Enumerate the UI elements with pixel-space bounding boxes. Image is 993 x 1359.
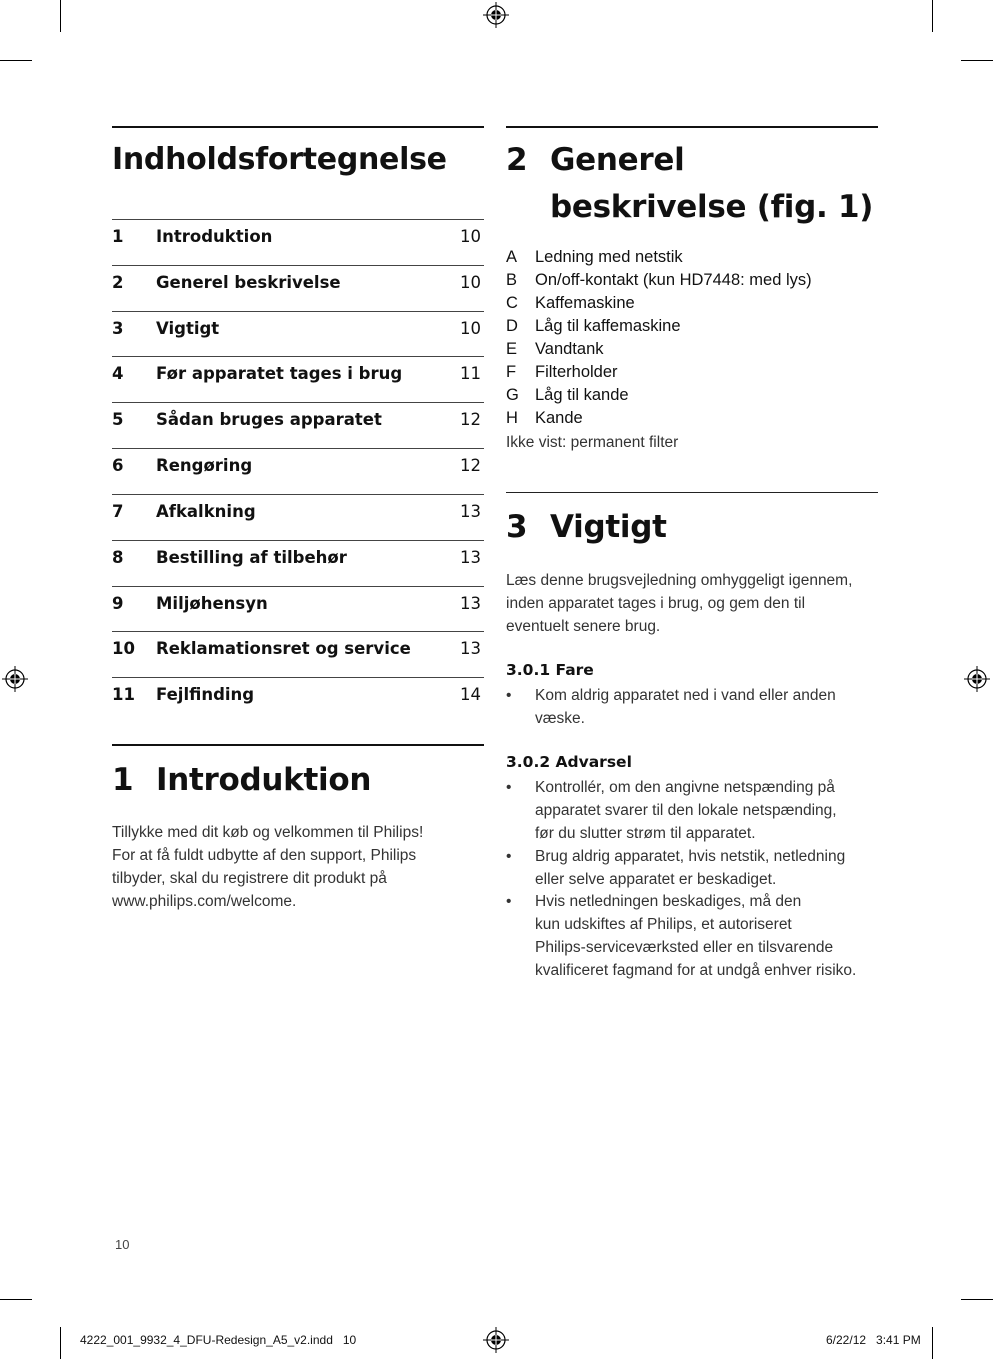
crop-mark [961,1299,993,1300]
text-line: kvalificeret fagmand for at undgå enhver risiko. [535,962,857,979]
toc-entry[interactable] [112,448,484,493]
toc-entry-label: Bestilling af tilbehør [156,548,347,567]
toc-entry-page: 13 [460,639,481,658]
toc-entry-number: 2 [112,273,124,292]
crop-mark [932,1327,933,1359]
crop-mark [60,1327,61,1359]
toc-entry[interactable] [112,402,484,447]
toc-entry-label: Miljøhensyn [156,594,268,613]
toc-entry[interactable] [112,631,484,676]
text-line: eller selve apparatet er beskadiget. [535,871,777,888]
text-line: Læs denne brugsvejledning omhyggeligt igennem, [506,572,853,589]
toc-entry-page: 14 [460,685,481,704]
toc-title: Indholdsfortegnelse [112,142,447,177]
item-text: Kande [535,409,583,427]
toc-entry-page: 10 [460,319,481,338]
toc-entry[interactable] [112,356,484,401]
toc-entry-label: Generel beskrivelse [156,273,341,292]
toc-entry[interactable] [112,586,484,631]
toc-entry-page: 13 [460,502,481,521]
toc-entry-page: 12 [460,456,481,475]
bullet-text [535,684,880,730]
item-letter: C [506,294,518,312]
toc-entry[interactable] [112,265,484,310]
section-number: 2 [506,142,528,178]
toc-entry[interactable] [112,540,484,585]
toc-entry-label: Før apparatet tages i brug [156,364,403,383]
text-line: eventuelt senere brug. [506,618,661,635]
toc-entry-label: Introduktion [156,227,273,246]
toc-entry-label: Afkalkning [156,502,256,521]
section-heading-vigtigt [506,509,878,549]
text-line: tilbyder, skal du registrere dit produkt på [112,870,387,887]
bullet-item [506,845,878,891]
crop-mark [932,0,933,32]
item-letter: F [506,363,517,381]
toc-entry-label: Rengøring [156,456,253,475]
bullet-item [506,684,878,730]
toc-entry-page: 12 [460,410,481,429]
bullet-text [535,845,880,891]
registration-mark-icon [964,666,990,692]
toc-entry-page: 11 [460,364,481,383]
item-text: Vandtank [535,340,604,358]
text-line: www.philips.com/welcome. [112,893,297,910]
item-letter: A [506,248,518,266]
toc-entry-label: Fejlfinding [156,685,255,704]
toc-entry-number: 9 [112,594,124,613]
text-line: For at få fuldt udbytte af den support, Philips [112,847,417,864]
subheading-advarsel: 3.0.2 Advarsel [506,753,632,771]
bullet-icon: • [506,779,512,796]
item-letter: B [506,271,518,289]
toc-entry[interactable] [112,311,484,356]
section-title: Vigtigt [550,509,667,545]
section-title-line: Generel [550,142,685,178]
toc-entry-number: 6 [112,456,124,475]
slug-timestamp: 6/22/12 3:41 PM [826,1333,921,1347]
bullet-text [535,890,885,982]
toc-entry-page: 13 [460,594,481,613]
text-line: Brug aldrig apparatet, hvis netstik, netledning [535,848,846,865]
text-line: Philips-serviceværksted eller en tilsvarende [535,939,834,956]
text-line: væske. [535,710,585,727]
toc-entry-label: Vigtigt [156,319,220,338]
registration-mark-icon [483,2,509,28]
section-title-line: beskrivelse (fig. 1) [550,189,874,225]
section-number: 1 [112,762,134,798]
bullet-item [506,776,878,845]
bullet-icon: • [506,687,512,704]
slug-filename: 4222_001_9932_4_DFU-Redesign_A5_v2.indd 10 [80,1333,357,1347]
section-rule [112,744,484,746]
item-text: Låg til kaffemaskine [535,317,681,335]
page-number: 10 [115,1237,130,1252]
bullet-text [535,776,880,845]
text-line: Kom aldrig apparatet ned i vand eller anden [535,687,836,704]
item-text: On/off-kontakt (kun HD7448: med lys) [535,271,812,289]
toc-entry-page: 10 [460,227,481,246]
toc-entry-number: 8 [112,548,124,567]
toc-entry-number: 3 [112,319,124,338]
text-line: apparatet svarer til den lokale netspænding, [535,802,837,819]
toc-entry-number: 7 [112,502,124,521]
subheading-fare: 3.0.1 Fare [506,661,594,679]
item-text: Filterholder [535,363,618,381]
bullet-item [506,890,878,982]
text-line: kun udskiftes af Philips, et autoriseret [535,916,792,933]
toc-entry-page: 13 [460,548,481,567]
toc-entry[interactable] [112,494,484,539]
text-line: før du slutter strøm til apparatet. [535,825,756,842]
toc-entry[interactable] [112,219,484,264]
toc-entry-number: 1 [112,227,124,246]
toc-entry-number: 11 [112,685,135,704]
item-letter: E [506,340,518,358]
item-letter: D [506,317,518,335]
item-text: Kaffemaskine [535,294,635,312]
intro-paragraph [112,821,492,913]
toc-entry-label: Reklamationsret og service [156,639,411,658]
section-rule [112,126,484,128]
toc-entry-number: 10 [112,639,135,658]
parts-note: Ikke vist: permanent filter [506,434,679,451]
registration-mark-icon [483,1327,509,1353]
section-heading-generel [506,142,878,232]
crop-mark [60,0,61,32]
section-number: 3 [506,509,528,545]
bullet-icon: • [506,848,512,865]
item-letter: G [506,386,519,404]
toc-entry-page: 10 [460,273,481,292]
text-line: Kontrollér, om den angivne netspænding på [535,779,835,796]
toc-entry[interactable] [112,677,484,722]
section-heading-introduktion [112,762,484,802]
item-text: Ledning med netstik [535,248,683,266]
toc-entry-number: 5 [112,410,124,429]
bullet-icon: • [506,893,512,910]
important-intro [506,569,886,638]
text-line: Hvis netledningen beskadiges, må den [535,893,802,910]
crop-mark [0,1299,32,1300]
text-line: inden apparatet tages i brug, og gem den til [506,595,806,612]
registration-mark-icon [2,666,28,692]
section-title: Introduktion [156,762,372,798]
section-rule [506,492,878,493]
item-text: Låg til kande [535,386,629,404]
toc-entry-number: 4 [112,364,124,383]
section-rule [506,126,878,128]
text-line: Tillykke med dit køb og velkommen til Philips! [112,824,424,841]
crop-mark [0,60,32,61]
toc-entry-label: Sådan bruges apparatet [156,410,382,429]
crop-mark [961,60,993,61]
item-letter: H [506,409,518,427]
